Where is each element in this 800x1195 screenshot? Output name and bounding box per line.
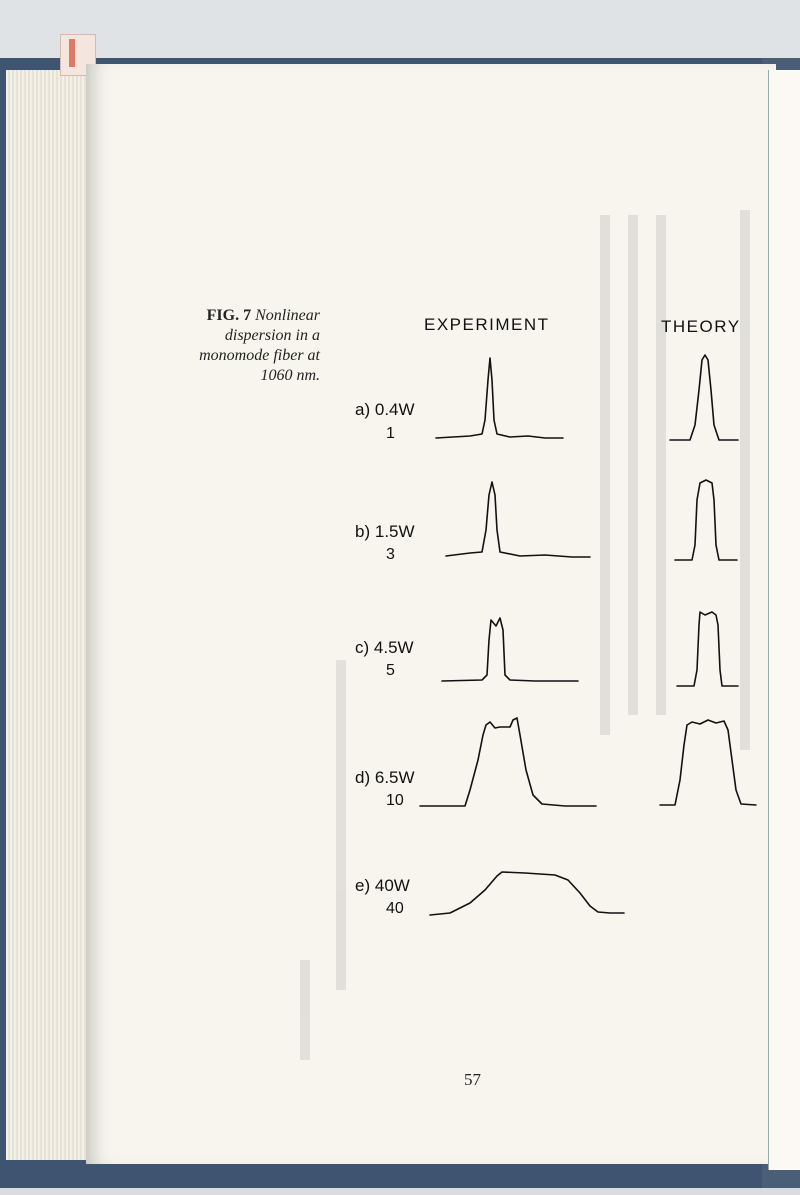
- row-e-n: 40: [386, 900, 404, 917]
- trace-a-theory: [670, 355, 738, 440]
- row-e-label: e) 40W: [355, 876, 410, 895]
- trace-c-experiment: [442, 618, 578, 681]
- row-a-n: 1: [386, 425, 395, 442]
- row-d-n: 10: [386, 792, 404, 809]
- trace-e-experiment: [430, 872, 624, 915]
- row-b-label: b) 1.5W: [355, 522, 415, 541]
- trace-a-experiment: [436, 358, 563, 438]
- row-c-n: 5: [386, 662, 395, 679]
- trace-b-theory: [675, 480, 737, 560]
- theory-heading: THEORY: [661, 317, 741, 336]
- caption-line-3: monomode fiber at: [199, 347, 320, 364]
- trace-d-experiment: [420, 718, 596, 806]
- row-d-label: d) 6.5W: [355, 768, 415, 787]
- row-a-label: a) 0.4W: [355, 400, 415, 419]
- caption-line-1: Nonlinear: [255, 307, 320, 324]
- caption-line-2: dispersion in a: [224, 327, 320, 344]
- trace-b-experiment: [446, 482, 590, 557]
- experiment-heading: EXPERIMENT: [424, 315, 550, 334]
- row-c-label: c) 4.5W: [355, 638, 414, 657]
- figure-number: FIG. 7: [206, 307, 252, 324]
- caption-line-4: 1060 nm.: [260, 367, 320, 384]
- trace-c-theory: [677, 612, 738, 686]
- trace-d-theory: [660, 720, 756, 805]
- page-number: 57: [464, 1070, 481, 1089]
- row-b-n: 3: [386, 546, 395, 563]
